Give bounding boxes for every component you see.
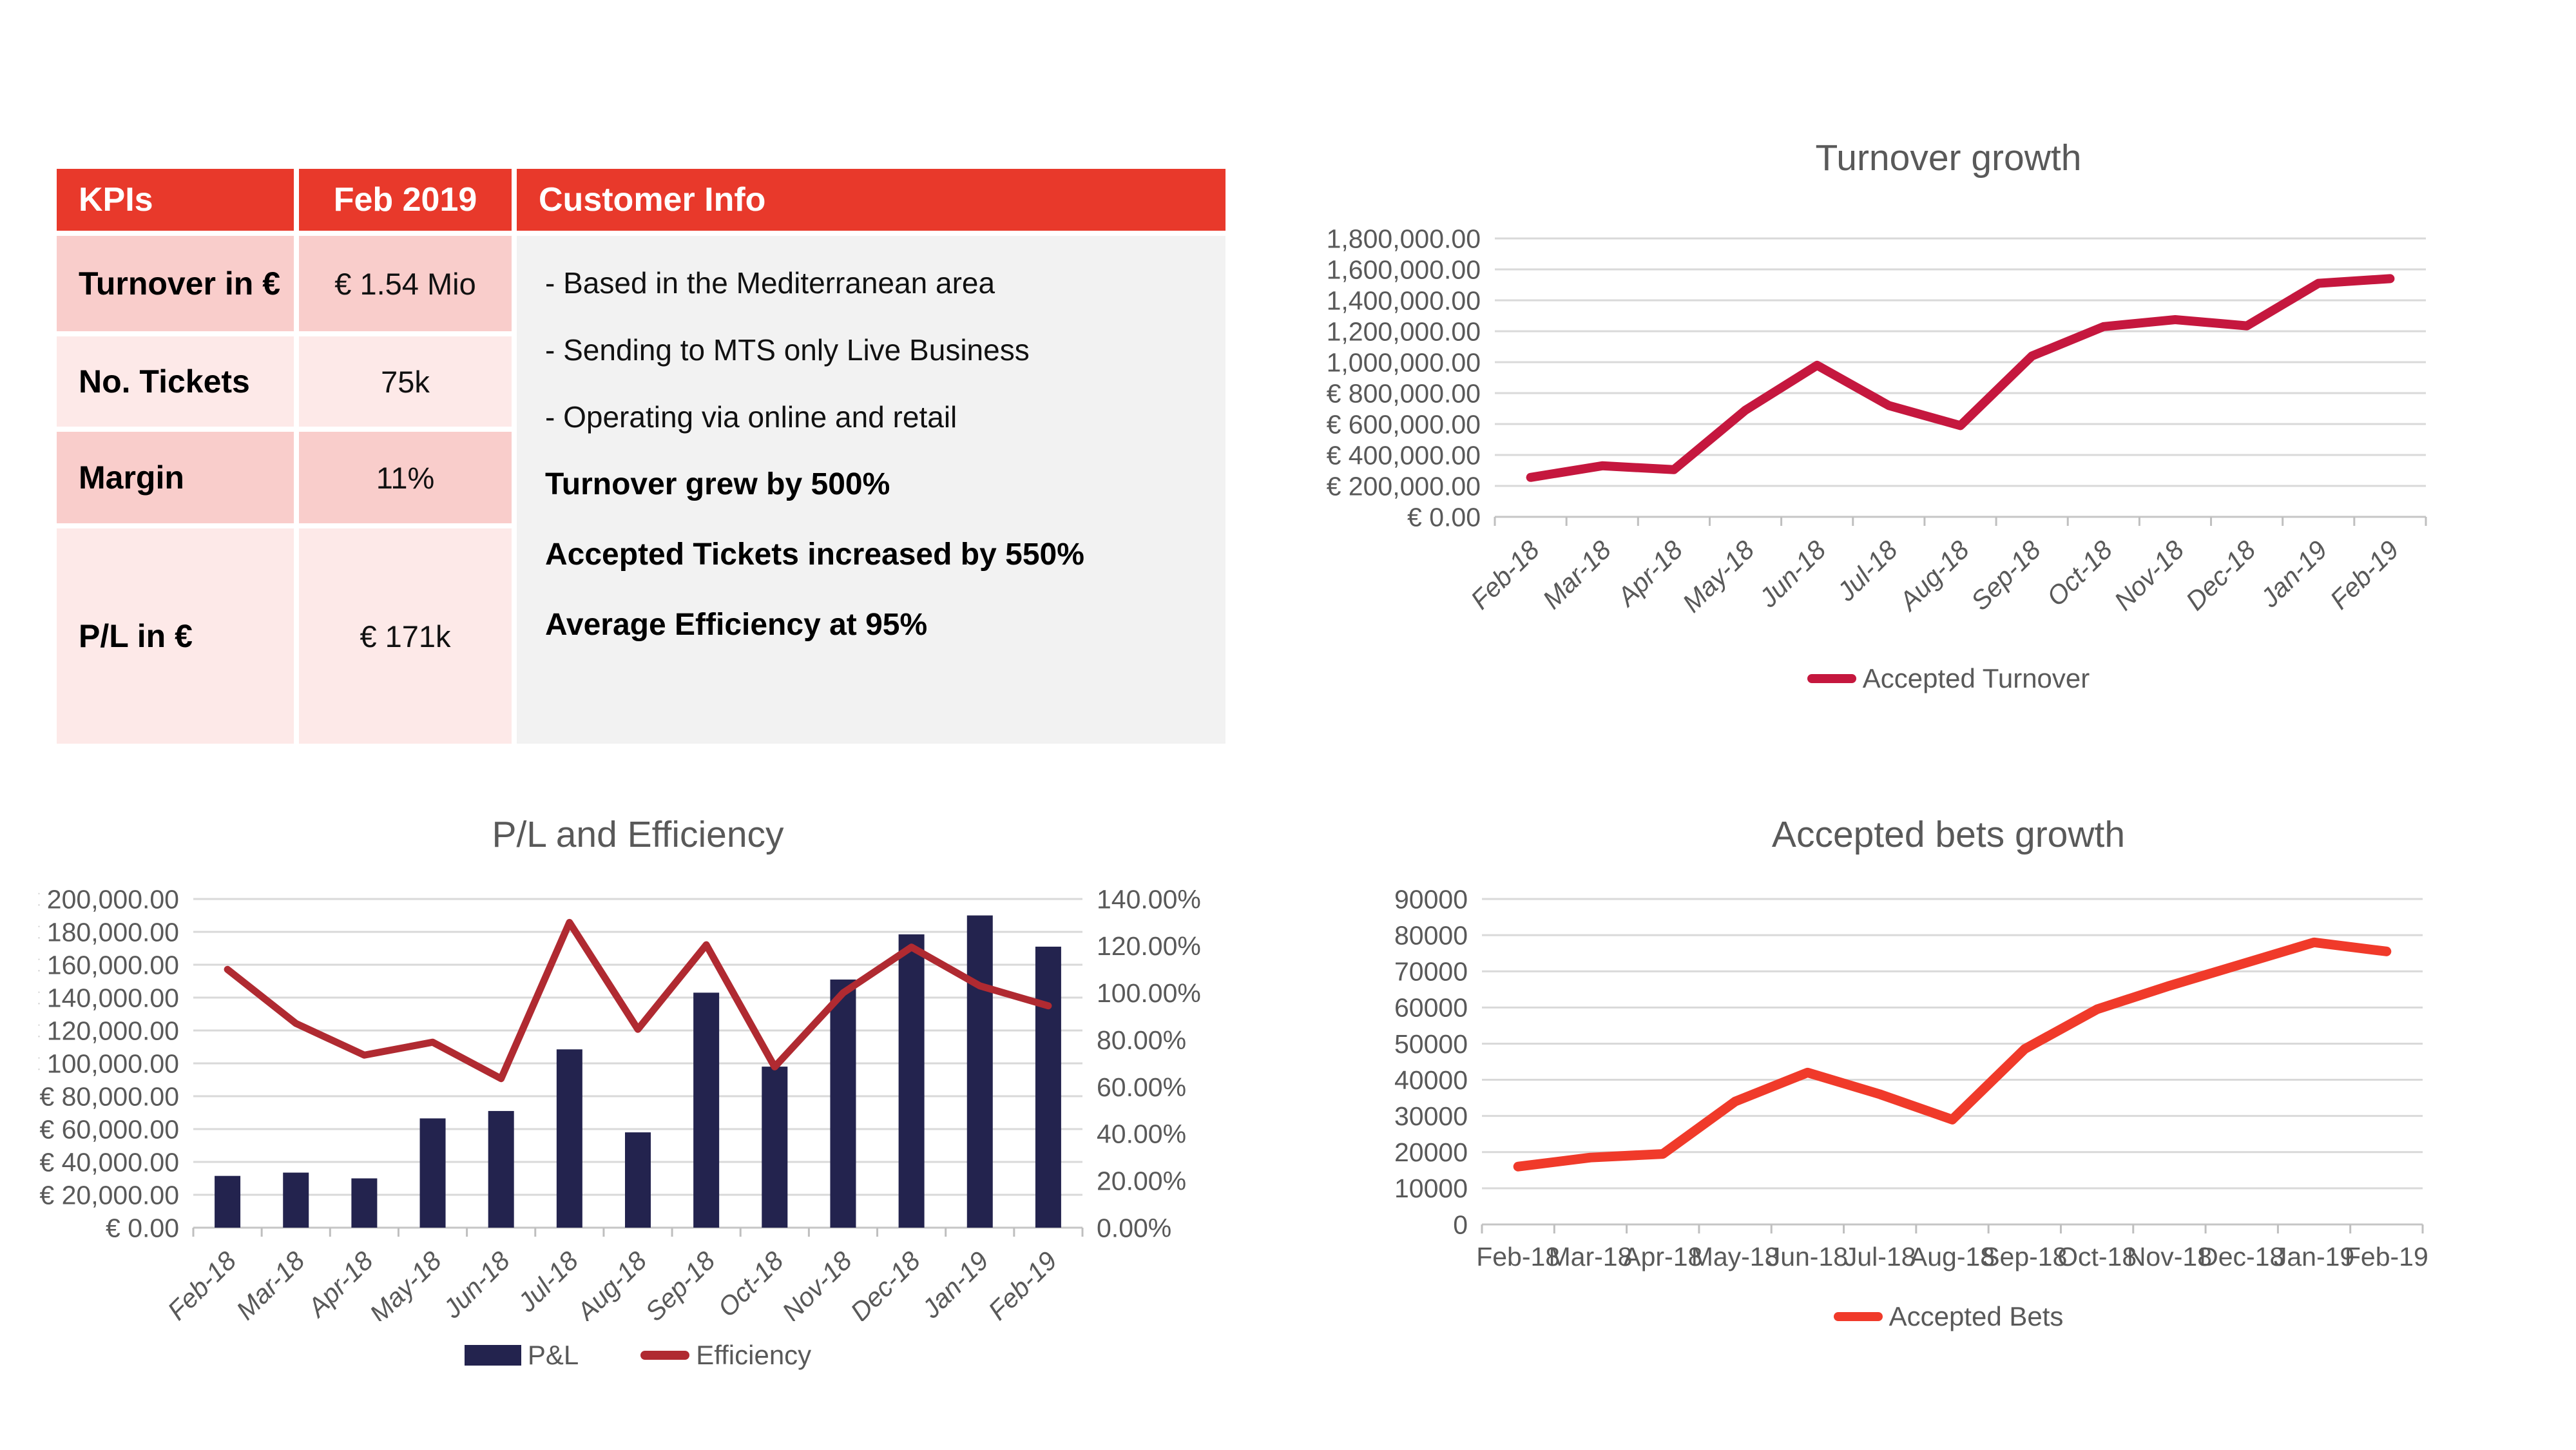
kpi-value-turnover: € 1.54 Mio bbox=[299, 236, 512, 331]
svg-text:Jun-18: Jun-18 bbox=[1767, 1242, 1849, 1271]
svg-text:Aug-18: Aug-18 bbox=[1893, 534, 1975, 616]
pl-legend bbox=[39, 1340, 1237, 1371]
svg-text:Mar-18: Mar-18 bbox=[230, 1245, 311, 1321]
svg-text:Nov-18: Nov-18 bbox=[2126, 1242, 2213, 1271]
svg-text:Feb-18: Feb-18 bbox=[1476, 1242, 1561, 1271]
pl-efficiency-plot bbox=[39, 870, 1237, 1321]
line-swatch-icon bbox=[640, 1351, 689, 1360]
svg-text:Sep-18: Sep-18 bbox=[639, 1245, 721, 1321]
svg-text:Jul-18: Jul-18 bbox=[512, 1245, 584, 1318]
svg-text:30000: 30000 bbox=[1394, 1101, 1468, 1132]
kpi-label-turnover: Turnover in € bbox=[57, 236, 294, 331]
chart-title: Accepted bets growth bbox=[1771, 814, 2126, 855]
svg-text:70000: 70000 bbox=[1394, 956, 1468, 987]
customer-info-highlight: Turnover grew by 500% bbox=[545, 467, 890, 501]
svg-text:80.00%: 80.00% bbox=[1097, 1025, 1187, 1055]
svg-text:€ 800,000.00: € 800,000.00 bbox=[1326, 378, 1481, 409]
line-swatch-icon bbox=[1807, 674, 1856, 683]
svg-text:Dec-18: Dec-18 bbox=[2199, 1242, 2285, 1271]
legend-label: Accepted Turnover bbox=[1862, 663, 2090, 693]
svg-text:50000: 50000 bbox=[1394, 1029, 1468, 1059]
svg-text:€ 200,000.00: € 200,000.00 bbox=[1326, 471, 1481, 501]
svg-text:20000: 20000 bbox=[1394, 1137, 1468, 1168]
svg-text:€ 160,000.00: € 160,000.00 bbox=[39, 950, 179, 980]
table-header-period: Feb 2019 bbox=[299, 169, 512, 231]
svg-text:Jul-18: Jul-18 bbox=[1843, 1242, 1916, 1271]
customer-info-highlight: Accepted Tickets increased by 550% bbox=[545, 537, 1084, 572]
svg-text:90000: 90000 bbox=[1394, 884, 1468, 914]
pl-efficiency-chart bbox=[39, 799, 1237, 1371]
svg-text:Jun-18: Jun-18 bbox=[1753, 534, 1832, 614]
kpi-value-tickets: 75k bbox=[299, 336, 512, 427]
legend-item bbox=[640, 1340, 811, 1371]
kpi-label-tickets: No. Tickets bbox=[57, 336, 294, 427]
svg-text:Jan-19: Jan-19 bbox=[916, 1245, 995, 1321]
customer-info-bullet: - Based in the Mediterranean area bbox=[545, 266, 995, 300]
svg-text:Sep-18: Sep-18 bbox=[1965, 534, 2047, 616]
legend-label: Efficiency bbox=[696, 1340, 812, 1370]
svg-text:Feb-19: Feb-19 bbox=[2344, 1242, 2428, 1271]
table-header-customer-info: Customer Info bbox=[517, 169, 1226, 231]
svg-text:€ 200,000.00: € 200,000.00 bbox=[39, 884, 179, 914]
bar-swatch-icon bbox=[465, 1345, 521, 1366]
svg-text:Jan-19: Jan-19 bbox=[2273, 1242, 2355, 1271]
svg-text:Mar-18: Mar-18 bbox=[1548, 1242, 1633, 1271]
svg-text:€ 60,000.00: € 60,000.00 bbox=[39, 1114, 179, 1145]
svg-text:€ 600,000.00: € 600,000.00 bbox=[1326, 409, 1481, 440]
svg-text:Oct-18: Oct-18 bbox=[712, 1245, 789, 1321]
customer-info-bullet: - Operating via online and retail bbox=[545, 400, 957, 434]
svg-text:Jun-18: Jun-18 bbox=[437, 1245, 516, 1321]
turnover-growth-plot bbox=[1321, 193, 2576, 644]
kpi-label-margin: Margin bbox=[57, 432, 294, 523]
svg-text:Apr-18: Apr-18 bbox=[1611, 534, 1689, 612]
svg-text:May-18: May-18 bbox=[363, 1245, 447, 1321]
svg-text:Apr-18: Apr-18 bbox=[1623, 1242, 1703, 1271]
svg-text:€ 1,000,000.00: € 1,000,000.00 bbox=[1321, 347, 1481, 378]
svg-text:Aug-18: Aug-18 bbox=[1909, 1242, 1995, 1271]
svg-text:Feb-18: Feb-18 bbox=[1465, 534, 1545, 615]
legend-label: P&L bbox=[527, 1340, 579, 1370]
svg-text:0.00%: 0.00% bbox=[1097, 1213, 1172, 1243]
customer-info-highlight: Average Efficiency at 95% bbox=[545, 608, 928, 642]
svg-text:May-18: May-18 bbox=[1677, 534, 1760, 619]
svg-text:60000: 60000 bbox=[1394, 992, 1468, 1023]
svg-text:Oct-18: Oct-18 bbox=[2057, 1242, 2137, 1271]
svg-text:€ 180,000.00: € 180,000.00 bbox=[39, 917, 179, 947]
svg-text:60.00%: 60.00% bbox=[1097, 1072, 1187, 1102]
svg-text:€ 1,800,000.00: € 1,800,000.00 bbox=[1321, 224, 1481, 254]
svg-text:Feb-19: Feb-19 bbox=[2324, 534, 2405, 615]
svg-text:Mar-18: Mar-18 bbox=[1537, 534, 1617, 615]
svg-text:40000: 40000 bbox=[1394, 1065, 1468, 1095]
svg-text:40.00%: 40.00% bbox=[1097, 1119, 1187, 1149]
svg-text:€ 400,000.00: € 400,000.00 bbox=[1326, 440, 1481, 470]
legend-item bbox=[465, 1340, 579, 1371]
bets-legend bbox=[1321, 1301, 2576, 1332]
svg-text:Aug-18: Aug-18 bbox=[571, 1245, 653, 1321]
svg-text:€ 0.00: € 0.00 bbox=[106, 1213, 179, 1243]
svg-text:Dec-18: Dec-18 bbox=[2180, 534, 2262, 616]
svg-text:10000: 10000 bbox=[1394, 1174, 1468, 1204]
svg-text:80000: 80000 bbox=[1394, 920, 1468, 951]
svg-text:€ 1,400,000.00: € 1,400,000.00 bbox=[1321, 285, 1481, 316]
svg-text:€ 120,000.00: € 120,000.00 bbox=[39, 1016, 179, 1046]
svg-text:€ 0.00: € 0.00 bbox=[1407, 502, 1481, 532]
svg-text:Apr-18: Apr-18 bbox=[302, 1245, 379, 1321]
svg-text:0: 0 bbox=[1453, 1210, 1468, 1240]
legend-label: Accepted Bets bbox=[1889, 1301, 2064, 1331]
svg-text:€ 1,600,000.00: € 1,600,000.00 bbox=[1321, 255, 1481, 285]
svg-text:Feb-18: Feb-18 bbox=[162, 1245, 242, 1321]
customer-info-bullet: - Sending to MTS only Live Business bbox=[545, 333, 1030, 367]
accepted-bets-chart bbox=[1321, 799, 2576, 1332]
svg-text:Nov-18: Nov-18 bbox=[2108, 534, 2190, 616]
table-header-kpis: KPIs bbox=[57, 169, 294, 231]
svg-text:Jul-18: Jul-18 bbox=[1831, 534, 1903, 607]
customer-info-panel bbox=[517, 236, 1226, 744]
svg-text:€ 100,000.00: € 100,000.00 bbox=[39, 1049, 179, 1079]
svg-text:€ 20,000.00: € 20,000.00 bbox=[39, 1180, 179, 1210]
legend-item bbox=[1834, 1301, 2064, 1332]
svg-text:Dec-18: Dec-18 bbox=[844, 1245, 926, 1321]
svg-text:€ 40,000.00: € 40,000.00 bbox=[39, 1147, 179, 1177]
svg-text:Oct-18: Oct-18 bbox=[2041, 534, 2119, 612]
svg-text:€ 140,000.00: € 140,000.00 bbox=[39, 983, 179, 1013]
svg-text:140.00%: 140.00% bbox=[1097, 884, 1201, 914]
line-swatch-icon bbox=[1834, 1312, 1883, 1321]
turnover-legend bbox=[1321, 663, 2576, 694]
accepted-bets-plot bbox=[1321, 870, 2576, 1282]
svg-text:Sep-18: Sep-18 bbox=[1982, 1242, 2068, 1271]
svg-text:120.00%: 120.00% bbox=[1097, 931, 1201, 962]
svg-text:€ 80,000.00: € 80,000.00 bbox=[39, 1081, 179, 1112]
legend-item bbox=[1807, 663, 2090, 694]
kpi-value-margin: 11% bbox=[299, 432, 512, 523]
svg-text:Feb-19: Feb-19 bbox=[982, 1245, 1063, 1321]
svg-text:€ 1,200,000.00: € 1,200,000.00 bbox=[1321, 316, 1481, 347]
svg-text:Jan-19: Jan-19 bbox=[2254, 534, 2333, 614]
svg-text:Nov-18: Nov-18 bbox=[776, 1245, 858, 1321]
svg-text:100.00%: 100.00% bbox=[1097, 978, 1201, 1009]
svg-text:May-18: May-18 bbox=[1691, 1242, 1780, 1271]
kpi-label-pl: P/L in € bbox=[57, 528, 294, 744]
chart-title: P/L and Efficiency bbox=[492, 814, 784, 855]
kpi-value-pl: € 171k bbox=[299, 528, 512, 744]
kpi-table bbox=[57, 169, 1226, 744]
chart-title: Turnover growth bbox=[1815, 137, 2082, 179]
svg-text:20.00%: 20.00% bbox=[1097, 1166, 1187, 1196]
turnover-growth-chart bbox=[1321, 122, 2576, 694]
